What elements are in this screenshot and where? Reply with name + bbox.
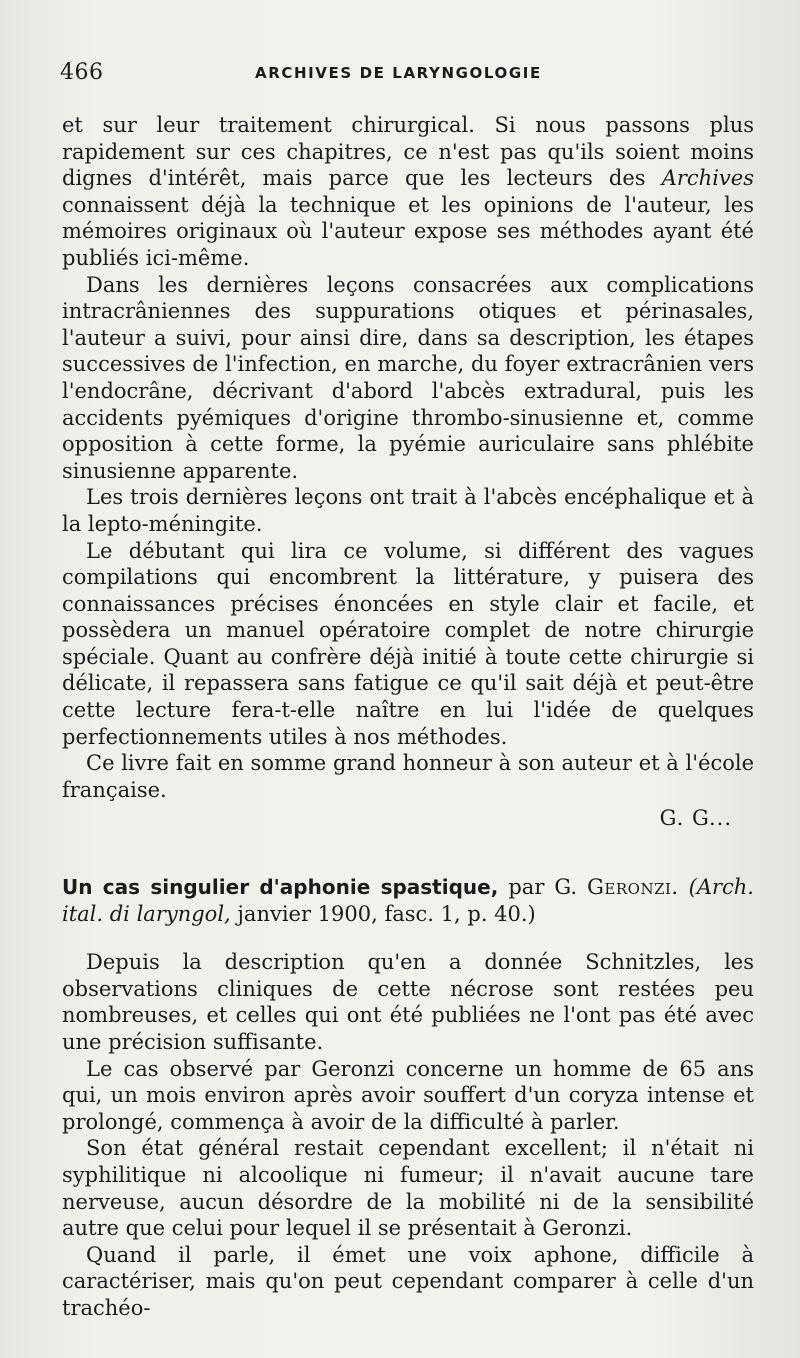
paragraph: Ce livre fait en somme grand honneur à son auteur et à l'école française. — [62, 751, 754, 802]
paragraph: Le cas observé par Geronzi concerne un homme de 65 ans qui, un mois environ après avoir souffert d'un coryza intense et prolongé, commença à avoir de la difficulté à parler. — [62, 1056, 754, 1134]
paragraph-text: connaissent déjà la technique et les opinions de l'auteur, les mémoires originaux où l'auteur expose ses méthodes ayant été publiés ici-même. — [62, 192, 754, 270]
review-heading — [62, 874, 754, 927]
review-source: (Arch. ital. di laryngol, — [62, 875, 754, 926]
running-head — [60, 58, 760, 90]
paragraph: Le débutant qui lira ce volume, si différent des vagues compilations qui encombrent la littérature, y puisera des connaissances précises énoncées en style clair et facile, et possèdera un manuel opératoire complet de notre chirurgie spéciale. Quant au confrère déjà initié à toute cette chirurgie si délicate, il repassera sans fatigue ce qu'il sait déjà et peut-être cette lecture fera-t-elle naître en lui l'idée de quelques perfectionnements utiles à nos méthodes. — [62, 538, 754, 749]
journal-title: ARCHIVES DE LARYNGOLOGIE — [255, 64, 542, 82]
journal-reference: Archives — [661, 166, 754, 191]
article-body — [62, 112, 754, 1322]
paragraph-continuation — [62, 112, 754, 272]
review-source-details: janvier 1900, fasc. 1, p. 40.) — [237, 901, 536, 926]
section-spacer — [62, 927, 754, 949]
reviewer-signature: G. G... — [659, 806, 732, 831]
paragraph: Les trois dernières leçons ont trait à l'abcès encéphalique et à la lepto-méningite. — [62, 485, 754, 536]
review-by: par G. — [508, 875, 578, 900]
paragraph: Quand il parle, il émet une voix aphone, difficile à caractériser, mais qu'on peut cependant comparer à celle d'un trachéo- — [62, 1242, 754, 1320]
paragraph: Son état général restait cependant excellent; il n'était ni syphilitique ni alcoolique ni fumeur; il n'avait aucune tare nerveuse, aucun désordre de la mobilité ni de la sensibilité autre que celui pour lequel il se présentait à Geronzi. — [62, 1136, 754, 1241]
review-title: Un cas singulier d'aphonie spastique, — [62, 875, 499, 900]
review-author: Geronzi. — [587, 875, 679, 900]
page-number: 466 — [60, 60, 104, 85]
paragraph-text: et sur leur traitement chirurgical. Si nous passons plus rapidement sur ces chapitres, ce n'est pas qu'ils soient moins dignes d'intérêt, mais parce que les lecteurs des — [62, 113, 754, 191]
paragraph: Depuis la description qu'en a donnée Schnitzles, les observations cliniques de cette nécrose sont restées peu nombreuses, et celles qui ont été publiées ne l'ont pas été avec une précision suffisante. — [62, 950, 754, 1054]
paragraph: Dans les dernières leçons consacrées aux complications intracrâniennes des suppurations otiques et périnasales, l'auteur a suivi, pour ainsi dire, dans sa description, les étapes successives de l'infection, en marche, du foyer extracrânien vers l'endocrâne, décrivant d'abord l'abcès extradural, puis les accidents pyémiques d'origine thrombo-sinusienne et, comme opposition à cette forme, la pyémie auriculaire sans phlébite sinusienne apparente. — [62, 272, 754, 483]
